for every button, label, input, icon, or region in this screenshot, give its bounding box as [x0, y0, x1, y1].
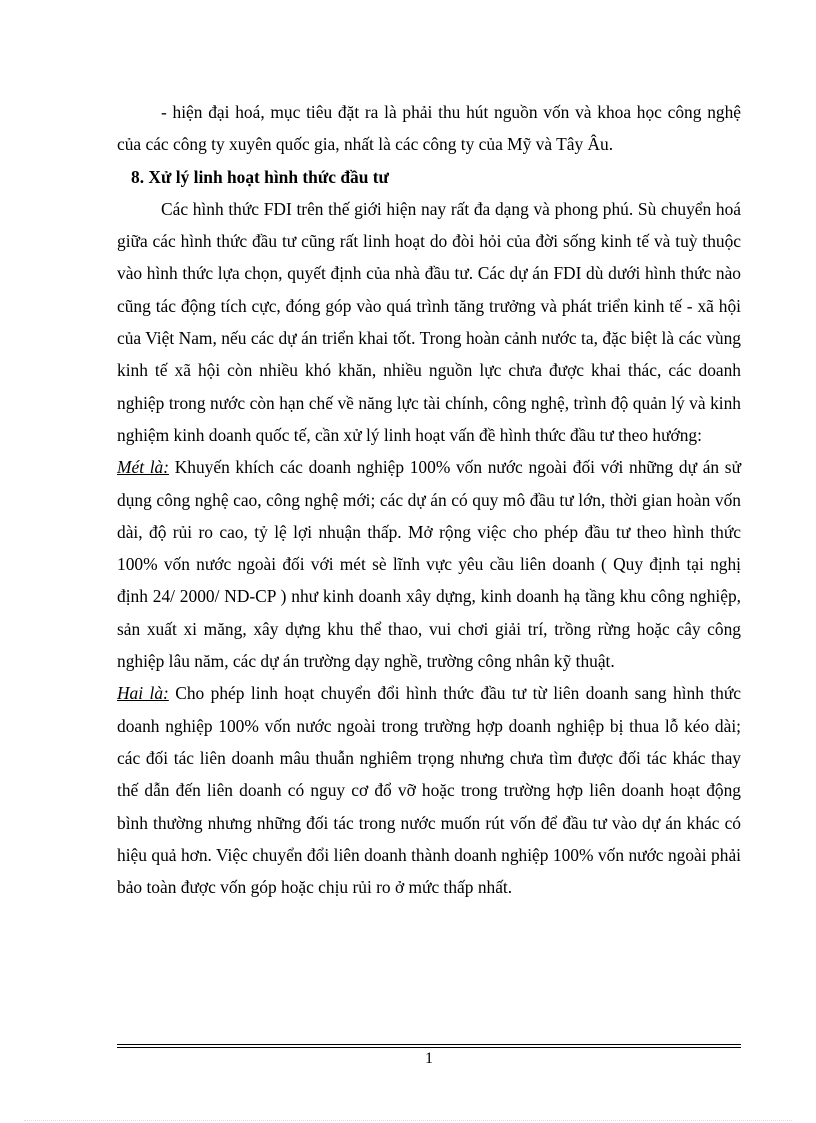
point-one-text: Khuyến khích các doanh nghiệp 100% vốn nước ngoài đối với những dự án sử dụng công nghệ cao, công nghệ mới; các dự án có quy mô đầu tư lớn, thời gian hoàn vốn dài, độ rủi ro cao, tỷ lệ lợi nhuận thấp. Mở rộng việc cho phép đầu tư theo hình thức 100% vốn nước ngoài đối với mét sè lĩnh vực yêu cầu liên doanh ( Quy định tại nghị định 24/ 2000/ ND-CP ) như kinh doanh xây dựng, kinh doanh hạ tầng khu công nghiệp, sản xuất xi măng, xây dựng khu thể thao, vui chơi giải trí, trồng rừng hoặc cây công nghiệp lâu năm, các dự án trường dạy nghề, trường công nhân kỹ thuật. — [117, 457, 741, 672]
point-two-lead: Hai là: — [117, 683, 169, 704]
section-heading: 8. Xử lý linh hoạt hình thức đầu tư — [131, 166, 389, 187]
intro-paragraph: - hiện đại hoá, mục tiêu đặt ra là phải thu hút nguồn vốn và khoa học công nghệ của các công ty xuyên quốc gia, nhất là các công ty của Mỹ và Tây Âu. — [117, 102, 741, 155]
point-one-paragraph — [117, 451, 741, 677]
page-edge-divider — [24, 1120, 792, 1121]
point-one-lead: Mét là: — [117, 457, 170, 478]
point-two-paragraph — [117, 677, 741, 903]
main-paragraph: Các hình thức FDI trên thế giới hiện nay rất đa dạng và phong phú. Sù chuyển hoá giữa các hình thức đầu tư cũng rất linh hoạt do đòi hỏi của đời sống kinh tế và tuỳ thuộc vào hình thức lựa chọn, quyết định của nhà đầu tư. Các dự án FDI dù dưới hình thức nào cũng tác động tích cực, đóng góp vào quá trình tăng trưởng và phát triển kinh tế - xã hội của Việt Nam, nếu các dự án triển khai tốt. Trong hoàn cảnh nước ta, đặc biệt là các vùng kinh tế xã hội còn nhiều khó khăn, nhiều nguồn lực chưa được khai thác, các doanh nghiệp trong nước còn hạn chế về năng lực tài chính, công nghệ, trình độ quản lý và kinh nghiệm kinh doanh quốc tế, cần xử lý linh hoạt vấn đề hình thức đầu tư theo hướng: — [117, 198, 741, 445]
page-number: 1 — [425, 1050, 433, 1067]
footer-divider-bottom — [117, 1047, 741, 1048]
footer-divider-top — [117, 1044, 741, 1045]
page-body — [117, 96, 741, 903]
point-two-text: Cho phép linh hoạt chuyển đổi hình thức đầu tư từ liên doanh sang hình thức doanh nghiệp 100% vốn nước ngoài trong trường hợp doanh nghiệp bị thua lỗ kéo dài; các đối tác liên doanh mâu thuẫn nghiêm trọng nhưng chưa tìm được đối tác khác thay thế dẫn đến liên doanh có nguy cơ đổ vỡ hoặc trong trường hợp liên doanh hoạt động bình thường nhưng những đối tác trong nước muốn rút vốn để đầu tư vào dự án khác có hiệu quả hơn. Việc chuyển đổi liên doanh thành doanh nghiệp 100% vốn nước ngoài phải bảo toàn được vốn góp hoặc chịu rủi ro ở mức thấp nhất. — [117, 683, 741, 898]
